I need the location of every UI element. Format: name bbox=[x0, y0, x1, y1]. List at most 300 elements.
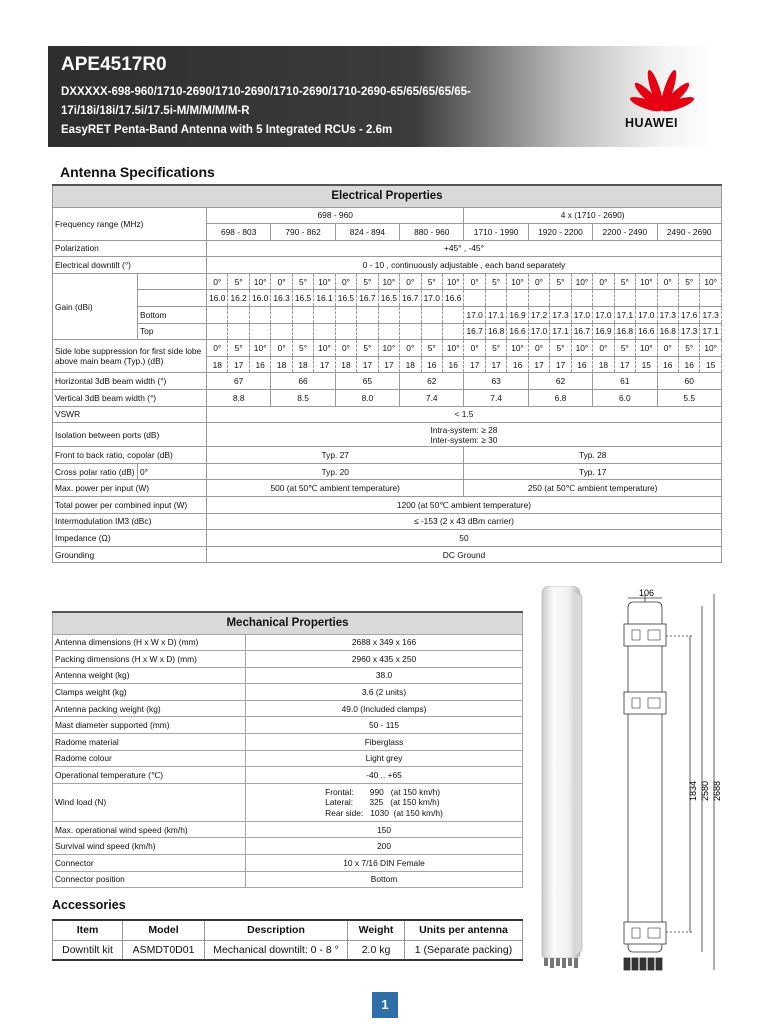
table-row bbox=[53, 406, 722, 423]
dim-2688-label: 2688 bbox=[712, 780, 722, 801]
subtitle-line-1: DXXXXX-698-960/1710-2690/1710-2690/1710-2690/1710-2690-65/65/65/65/65- bbox=[61, 86, 471, 98]
accessory-cell: 2.0 kg bbox=[348, 940, 405, 960]
gain-cell: 17.0 bbox=[636, 307, 657, 324]
table-cell: 250 (at 50℃ ambient temperature) bbox=[464, 480, 721, 497]
gain-cell bbox=[507, 290, 528, 307]
table-row bbox=[53, 185, 722, 207]
gain-cell bbox=[357, 323, 378, 340]
table-cell: 8.8 bbox=[207, 390, 271, 407]
row-value: 38.0 bbox=[246, 667, 523, 684]
antenna-specs-heading: Antenna Specifications bbox=[60, 164, 215, 180]
row-value: 150 bbox=[246, 821, 523, 838]
sidelobe-cell: 16 bbox=[442, 356, 463, 373]
tilt-cell: 5° bbox=[421, 340, 442, 357]
gain-cell bbox=[228, 307, 249, 324]
gain-cell: 16.0 bbox=[207, 290, 228, 307]
product-title: APE4517R0 bbox=[61, 54, 167, 75]
table-cell: 50 bbox=[207, 530, 722, 547]
gain-cell bbox=[571, 290, 592, 307]
gain-cell: 16.6 bbox=[636, 323, 657, 340]
gain-cell: 17.6 bbox=[678, 307, 699, 324]
table-row bbox=[53, 513, 722, 530]
table-cell: Typ. 17 bbox=[464, 463, 721, 480]
gain-cell: 17.0 bbox=[593, 307, 614, 324]
tilt-cell: 0° bbox=[335, 340, 356, 357]
tilt-cell: 5° bbox=[228, 340, 249, 357]
gain-cell: 17.0 bbox=[464, 307, 485, 324]
table-row bbox=[53, 783, 523, 821]
table-row bbox=[53, 838, 523, 855]
gain-cell bbox=[485, 290, 506, 307]
gain-cell bbox=[314, 307, 335, 324]
gain-cell bbox=[593, 290, 614, 307]
gain-cell bbox=[400, 323, 421, 340]
table-row bbox=[53, 700, 523, 717]
tilt-cell: 10° bbox=[700, 340, 722, 357]
gain-cell bbox=[528, 290, 549, 307]
accessories-table bbox=[52, 919, 523, 961]
table-cell: 500 (at 50℃ ambient temperature) bbox=[207, 480, 464, 497]
tilt-cell: 10° bbox=[571, 340, 592, 357]
dim-1834-label: 1834 bbox=[688, 780, 698, 801]
tilt-cell: 0° bbox=[400, 340, 421, 357]
sidelobe-cell: 16 bbox=[421, 356, 442, 373]
isolation-cell bbox=[207, 423, 722, 447]
wind-cell bbox=[246, 783, 523, 821]
subtitle-line-2: 17i/18i/18i/17.5i/17.5i-M/M/M/M/M-R bbox=[61, 105, 250, 117]
huawei-logo bbox=[622, 62, 702, 140]
table-row bbox=[53, 651, 523, 668]
tilt-cell: 10° bbox=[249, 340, 270, 357]
row-value: 2960 x 435 x 250 bbox=[246, 651, 523, 668]
row-label: Gain (dBi) bbox=[53, 273, 138, 339]
tilt-cell: 10° bbox=[378, 273, 399, 290]
gain-cell bbox=[335, 307, 356, 324]
gain-cell: 16.7 bbox=[571, 323, 592, 340]
row-value: 10 x 7/16 DIN Female bbox=[246, 855, 523, 872]
row-label: Side lobe suppression for first side lobe above main beam (Typ.) (dB) bbox=[53, 340, 207, 373]
table-row bbox=[53, 530, 722, 547]
sidelobe-cell: 16 bbox=[678, 356, 699, 373]
gain-cell: 16.8 bbox=[485, 323, 506, 340]
gain-cell: 16.8 bbox=[614, 323, 635, 340]
table-cell: 8.0 bbox=[335, 390, 399, 407]
row-label: Packing dimensions (H x W x D) (mm) bbox=[53, 651, 246, 668]
gain-cell: 16.6 bbox=[442, 290, 463, 307]
gain-cell bbox=[636, 290, 657, 307]
column-header: Model bbox=[123, 920, 205, 940]
row-label: Antenna dimensions (H x W x D) (mm) bbox=[53, 634, 246, 651]
gain-cell: 17.3 bbox=[700, 307, 722, 324]
tilt-cell: 5° bbox=[357, 273, 378, 290]
accessories-heading: Accessories bbox=[52, 898, 126, 912]
gain-cell: 16.5 bbox=[335, 290, 356, 307]
gain-cell bbox=[678, 290, 699, 307]
gain-sub-label: Bottom bbox=[138, 307, 207, 324]
gain-cell: 16.7 bbox=[400, 290, 421, 307]
gain-cell bbox=[271, 323, 292, 340]
tilt-cell: 0° bbox=[657, 340, 678, 357]
table-row bbox=[53, 423, 722, 447]
sidelobe-cell: 18 bbox=[271, 356, 292, 373]
mechanical-table bbox=[52, 611, 523, 888]
gain-cell: 17.2 bbox=[528, 307, 549, 324]
gain-cell bbox=[314, 323, 335, 340]
sidelobe-cell: 15 bbox=[700, 356, 722, 373]
table-cell: 60 bbox=[657, 373, 721, 390]
row-label: Survival wind speed (km/h) bbox=[53, 838, 246, 855]
row-label: Electrical downtilt (°) bbox=[53, 257, 207, 274]
column-header: Description bbox=[205, 920, 348, 940]
row-value: 200 bbox=[246, 838, 523, 855]
brand-name: HUAWEI bbox=[625, 116, 678, 130]
gain-cell bbox=[271, 307, 292, 324]
tilt-cell: 5° bbox=[678, 340, 699, 357]
gain-cell bbox=[228, 323, 249, 340]
tilt-cell: 5° bbox=[228, 273, 249, 290]
row-label: Max. power per input (W) bbox=[53, 480, 207, 497]
table-cell: 698 - 960 bbox=[207, 207, 464, 224]
gain-cell bbox=[700, 290, 722, 307]
sidelobe-cell: 18 bbox=[593, 356, 614, 373]
sidelobe-cell: 16 bbox=[249, 356, 270, 373]
tilt-cell: 5° bbox=[550, 273, 571, 290]
table-row bbox=[53, 373, 722, 390]
gain-cell: 16.8 bbox=[657, 323, 678, 340]
tilt-cell: 0° bbox=[271, 273, 292, 290]
row-value: 2688 x 349 x 166 bbox=[246, 634, 523, 651]
table-cell: Typ. 28 bbox=[464, 447, 721, 464]
gain-cell: 16.3 bbox=[271, 290, 292, 307]
gain-cell: 17.3 bbox=[678, 323, 699, 340]
tilt-cell: 0° bbox=[271, 340, 292, 357]
table-cell: 1200 (at 50℃ ambient temperature) bbox=[207, 497, 722, 514]
gain-cell: 17.1 bbox=[485, 307, 506, 324]
sidelobe-cell: 17 bbox=[464, 356, 485, 373]
table-cell: Typ. 20 bbox=[207, 463, 464, 480]
table-cell: < 1.5 bbox=[207, 406, 722, 423]
table-row bbox=[53, 480, 722, 497]
sidelobe-cell: 17 bbox=[550, 356, 571, 373]
sub-band: 698 - 803 bbox=[207, 224, 271, 241]
table-row bbox=[53, 855, 523, 872]
table-cell bbox=[138, 290, 207, 307]
tilt-cell: 10° bbox=[378, 340, 399, 357]
antenna-photo bbox=[542, 586, 582, 968]
column-header: Item bbox=[53, 920, 123, 940]
tilt-cell: 10° bbox=[636, 273, 657, 290]
sidelobe-cell: 15 bbox=[636, 356, 657, 373]
antenna-drawing bbox=[530, 586, 740, 976]
tilt-cell: 5° bbox=[292, 273, 313, 290]
sidelobe-cell: 17 bbox=[314, 356, 335, 373]
product-subtitle bbox=[61, 83, 566, 140]
gain-cell bbox=[249, 323, 270, 340]
gain-cell: 16.7 bbox=[357, 290, 378, 307]
tilt-cell: 5° bbox=[614, 273, 635, 290]
row-label: Antenna packing weight (kg) bbox=[53, 700, 246, 717]
tilt-cell: 0° bbox=[335, 273, 356, 290]
tilt-cell: 0° bbox=[207, 340, 228, 357]
tilt-cell: 5° bbox=[357, 340, 378, 357]
gain-cell bbox=[207, 307, 228, 324]
sidelobe-cell: 17 bbox=[614, 356, 635, 373]
row-label: Impedance (Ω) bbox=[53, 530, 207, 547]
sidelobe-cell: 17 bbox=[357, 356, 378, 373]
table-cell: DC Ground bbox=[207, 546, 722, 563]
isolation-inter: Inter-system: ≥ 30 bbox=[430, 434, 498, 445]
sidelobe-cell: 16 bbox=[507, 356, 528, 373]
row-value: Bottom bbox=[246, 871, 523, 888]
gain-cell bbox=[400, 307, 421, 324]
table-cell: 6.0 bbox=[593, 390, 657, 407]
table-cell: 63 bbox=[464, 373, 528, 390]
row-label: Radome colour bbox=[53, 750, 246, 767]
row-label: Front to back ratio, copolar (dB) bbox=[53, 447, 207, 464]
header-banner bbox=[48, 46, 715, 147]
gain-cell: 16.1 bbox=[314, 290, 335, 307]
sub-band: 2490 - 2690 bbox=[657, 224, 721, 241]
tilt-cell: 10° bbox=[442, 340, 463, 357]
tilt-cell: 10° bbox=[249, 273, 270, 290]
sub-band: 824 - 894 bbox=[335, 224, 399, 241]
tilt-cell: 10° bbox=[314, 273, 335, 290]
gain-cell bbox=[357, 307, 378, 324]
tilt-cell: 0° bbox=[593, 340, 614, 357]
gain-cell: 17.1 bbox=[700, 323, 722, 340]
row-value: Fiberglass bbox=[246, 734, 523, 751]
tilt-cell: 10° bbox=[314, 340, 335, 357]
table-row bbox=[53, 240, 722, 257]
gain-cell: 17.3 bbox=[550, 307, 571, 324]
table-row bbox=[53, 323, 722, 340]
table-cell: 61 bbox=[593, 373, 657, 390]
gain-cell bbox=[442, 307, 463, 324]
table-row bbox=[53, 634, 523, 651]
gain-cell bbox=[335, 323, 356, 340]
gain-cell bbox=[550, 290, 571, 307]
huawei-petals-icon bbox=[622, 62, 702, 114]
row-value: -40 .. +65 bbox=[246, 767, 523, 784]
table-row bbox=[53, 390, 722, 407]
tilt-cell: 5° bbox=[550, 340, 571, 357]
tilt-cell: 10° bbox=[507, 273, 528, 290]
wind-lateral: Lateral: 325 (at 150 km/h) bbox=[325, 797, 440, 808]
table-row bbox=[53, 821, 523, 838]
gain-sub-label: Top bbox=[138, 323, 207, 340]
gain-cell: 16.2 bbox=[228, 290, 249, 307]
table-cell: 65 bbox=[335, 373, 399, 390]
table-row bbox=[53, 257, 722, 274]
gain-cell: 17.1 bbox=[614, 307, 635, 324]
row-value: 3.6 (2 units) bbox=[246, 684, 523, 701]
table-row bbox=[53, 497, 722, 514]
accessory-cell: Downtilt kit bbox=[53, 940, 123, 960]
sidelobe-cell: 18 bbox=[400, 356, 421, 373]
row-label: Polarization bbox=[53, 240, 207, 257]
gain-cell bbox=[378, 323, 399, 340]
row-label: Vertical 3dB beam width (°) bbox=[53, 390, 207, 407]
tilt-cell: 10° bbox=[507, 340, 528, 357]
sidelobe-cell: 17 bbox=[485, 356, 506, 373]
sub-band: 1920 - 2200 bbox=[528, 224, 592, 241]
sub-band: 2200 - 2490 bbox=[593, 224, 657, 241]
gain-cell: 16.9 bbox=[593, 323, 614, 340]
table-row bbox=[53, 717, 523, 734]
table-cell: 0° bbox=[138, 463, 207, 480]
table-row bbox=[53, 340, 722, 357]
table-row bbox=[53, 463, 722, 480]
sidelobe-cell: 16 bbox=[571, 356, 592, 373]
accessory-cell: ASMDT0D01 bbox=[123, 940, 205, 960]
row-label: Antenna weight (kg) bbox=[53, 667, 246, 684]
electrical-header: Electrical Properties bbox=[53, 185, 722, 207]
table-cell: 7.4 bbox=[400, 390, 464, 407]
gain-cell bbox=[614, 290, 635, 307]
table-row bbox=[53, 207, 722, 224]
sidelobe-cell: 18 bbox=[292, 356, 313, 373]
table-cell: 67 bbox=[207, 373, 271, 390]
sidelobe-cell: 18 bbox=[335, 356, 356, 373]
row-label: Operational temperature (℃) bbox=[53, 767, 246, 784]
gain-cell: 16.5 bbox=[378, 290, 399, 307]
gain-cell bbox=[378, 307, 399, 324]
tilt-cell: 10° bbox=[700, 273, 722, 290]
tilt-cell: 5° bbox=[485, 340, 506, 357]
table-row bbox=[53, 612, 523, 634]
table-cell bbox=[138, 273, 207, 290]
table-cell: 66 bbox=[271, 373, 335, 390]
table-cell: Typ. 27 bbox=[207, 447, 464, 464]
dim-2580-label: 2580 bbox=[700, 780, 710, 801]
gain-cell bbox=[292, 323, 313, 340]
isolation-intra: Intra-system: ≥ 28 bbox=[430, 424, 498, 435]
table-cell: 8.5 bbox=[271, 390, 335, 407]
table-row bbox=[53, 290, 722, 307]
table-cell: 4 x (1710 - 2690) bbox=[464, 207, 721, 224]
gain-cell: 16.9 bbox=[507, 307, 528, 324]
column-header: Weight bbox=[348, 920, 405, 940]
table-row bbox=[53, 307, 722, 324]
gain-cell: 17.0 bbox=[528, 323, 549, 340]
table-row bbox=[53, 684, 523, 701]
row-label: Intermodulation IM3 (dBc) bbox=[53, 513, 207, 530]
gain-cell: 17.0 bbox=[421, 290, 442, 307]
gain-cell: 16.0 bbox=[249, 290, 270, 307]
table-row bbox=[53, 750, 523, 767]
gain-cell bbox=[442, 323, 463, 340]
row-label: Mast diameter supported (mm) bbox=[53, 717, 246, 734]
gain-cell bbox=[292, 307, 313, 324]
row-label: VSWR bbox=[53, 406, 207, 423]
row-label: Total power per combined input (W) bbox=[53, 497, 207, 514]
gain-cell bbox=[421, 323, 442, 340]
table-cell: 0 - 10 , continuously adjustable , each band separately bbox=[207, 257, 722, 274]
table-row bbox=[53, 667, 523, 684]
gain-cell bbox=[207, 323, 228, 340]
tilt-cell: 0° bbox=[464, 273, 485, 290]
table-cell: 62 bbox=[528, 373, 592, 390]
row-label: Radome material bbox=[53, 734, 246, 751]
gain-cell bbox=[249, 307, 270, 324]
table-cell: +45° , -45° bbox=[207, 240, 722, 257]
row-label: Cross polar ratio (dB) bbox=[53, 463, 138, 480]
electrical-table bbox=[52, 184, 722, 563]
sub-band: 790 - 862 bbox=[271, 224, 335, 241]
row-value: Light grey bbox=[246, 750, 523, 767]
sidelobe-cell: 17 bbox=[228, 356, 249, 373]
table-row bbox=[53, 940, 523, 960]
table-row bbox=[53, 273, 722, 290]
row-value: 50 - 115 bbox=[246, 717, 523, 734]
tilt-cell: 0° bbox=[464, 340, 485, 357]
table-header-row bbox=[53, 920, 523, 940]
table-row bbox=[53, 546, 722, 563]
row-value: 49.0 (Included clamps) bbox=[246, 700, 523, 717]
table-cell: 5.5 bbox=[657, 390, 721, 407]
tilt-cell: 0° bbox=[400, 273, 421, 290]
table-row bbox=[53, 767, 523, 784]
row-label: Connector bbox=[53, 855, 246, 872]
tilt-cell: 5° bbox=[292, 340, 313, 357]
tilt-cell: 10° bbox=[571, 273, 592, 290]
table-row bbox=[53, 871, 523, 888]
accessory-cell: 1 (Separate packing) bbox=[405, 940, 523, 960]
sidelobe-cell: 17 bbox=[528, 356, 549, 373]
tilt-cell: 5° bbox=[614, 340, 635, 357]
gain-cell bbox=[421, 307, 442, 324]
row-label: Max. operational wind speed (km/h) bbox=[53, 821, 246, 838]
row-label: Isolation between ports (dB) bbox=[53, 423, 207, 447]
sub-band: 880 - 960 bbox=[400, 224, 464, 241]
tilt-cell: 5° bbox=[678, 273, 699, 290]
table-row bbox=[53, 734, 523, 751]
gain-cell: 16.5 bbox=[292, 290, 313, 307]
table-cell: 7.4 bbox=[464, 390, 528, 407]
table-cell: ≤ -153 (2 x 43 dBm carrier) bbox=[207, 513, 722, 530]
row-label: Grounding bbox=[53, 546, 207, 563]
tilt-cell: 5° bbox=[485, 273, 506, 290]
table-cell: 6.8 bbox=[528, 390, 592, 407]
subtitle-line-3: EasyRET Penta-Band Antenna with 5 Integrated RCUs - 2.6m bbox=[61, 124, 393, 136]
wind-rear: Rear side: 1030 (at 150 km/h) bbox=[325, 807, 443, 818]
table-cell: 62 bbox=[400, 373, 464, 390]
gain-cell: 17.0 bbox=[571, 307, 592, 324]
gain-cell: 16.6 bbox=[507, 323, 528, 340]
accessory-cell: Mechanical downtilt: 0 - 8 ° bbox=[205, 940, 348, 960]
table-row bbox=[53, 447, 722, 464]
sidelobe-cell: 17 bbox=[378, 356, 399, 373]
page-number-badge: 1 bbox=[372, 992, 398, 1018]
sidelobe-cell: 16 bbox=[657, 356, 678, 373]
column-header: Units per antenna bbox=[405, 920, 523, 940]
tilt-cell: 0° bbox=[657, 273, 678, 290]
sidelobe-cell: 18 bbox=[207, 356, 228, 373]
row-label: Frequency range (MHz) bbox=[53, 207, 207, 240]
row-label: Wind load (N) bbox=[53, 783, 246, 821]
gain-cell: 16.7 bbox=[464, 323, 485, 340]
tilt-cell: 0° bbox=[207, 273, 228, 290]
tilt-cell: 0° bbox=[528, 273, 549, 290]
row-label: Clamps weight (kg) bbox=[53, 684, 246, 701]
tilt-cell: 0° bbox=[528, 340, 549, 357]
tilt-cell: 10° bbox=[442, 273, 463, 290]
dim-width-label: 106 bbox=[639, 588, 655, 598]
tilt-cell: 10° bbox=[636, 340, 657, 357]
row-label: Horizontal 3dB beam width (°) bbox=[53, 373, 207, 390]
sub-band: 1710 - 1990 bbox=[464, 224, 528, 241]
row-label: Connector position bbox=[53, 871, 246, 888]
